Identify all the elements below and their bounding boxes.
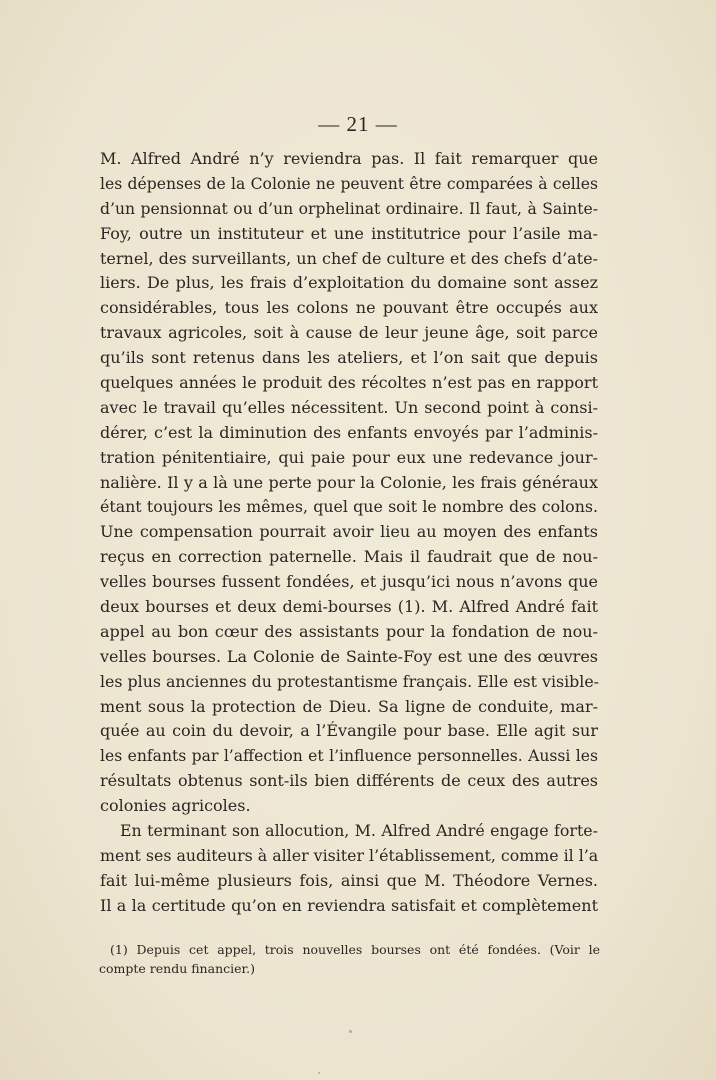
text-line: dérer, c’est la diminution des enfants envoyés par l’adminis- [100, 422, 598, 442]
text-line: quelques années le produit des récoltes n’est pas en rapport [100, 373, 598, 393]
paper-speck [318, 1072, 320, 1074]
text-line: travaux agricoles, soit à cause de leur jeune âge, soit parce [100, 323, 598, 343]
text-line: reçus en correction paternelle. Mais il faudrait que de nou- [100, 547, 598, 567]
paragraph-end-line: colonies agricoles. [100, 796, 251, 816]
paragraph-start-line: En terminant son allocution, M. Alfred André engage forte- [120, 821, 598, 841]
text-line: d’un pensionnat ou d’un orphelinat ordinaire. Il faut, à Sainte- [100, 199, 598, 218]
text-line: liers. De plus, les frais d’exploitation du domaine sont assez [100, 273, 598, 293]
text-line: les plus anciennes du protestantisme français. Elle est visible- [100, 671, 600, 691]
text-line: étant toujours les mêmes, quel que soit le nombre des colons. [100, 497, 598, 517]
text-line: nalière. Il y a là une perte pour la Colonie, les frais généraux [100, 472, 598, 492]
footnote-line: compte rendu financier.) [99, 961, 255, 976]
paper-speck [349, 1030, 352, 1033]
text-line: quée au coin du devoir, a l’Évangile pour base. Elle agit sur [100, 721, 598, 741]
text-line: tration pénitentiaire, qui paie pour eux une redevance jour- [100, 447, 598, 467]
text-line: fait lui-même plusieurs fois, ainsi que M. Théodore Vernes. [100, 870, 598, 890]
text-line: qu’ils sont retenus dans les ateliers, et l’on sait que depuis [100, 348, 598, 368]
text-line: ternel, des surveillants, un chef de culture et des chefs d’ate- [100, 248, 598, 268]
text-line: résultats obtenus sont-ils bien différents de ceux des autres [100, 771, 598, 791]
text-line: appel au bon cœur des assistants pour la fondation de nou- [100, 621, 598, 641]
text-line: velles bourses. La Colonie de Sainte-Foy est une des œuvres [100, 646, 598, 666]
text-line: Foy, outre un instituteur et une institutrice pour l’asile ma- [100, 223, 598, 243]
footnote-line: (1) Depuis cet appel, trois nouvelles bourses ont été fondées. (Voir le [110, 942, 600, 957]
text-line: considérables, tous les colons ne pouvant être occupés aux [100, 298, 598, 318]
text-line: ment ses auditeurs à aller visiter l’établissement, comme il l’a [100, 845, 599, 865]
footnote [99, 940, 600, 978]
text-line: les dépenses de la Colonie ne peuvent être comparées à celles [100, 174, 598, 193]
text-line: velles bourses fussent fondées, et jusqu’ici nous n’avons que [100, 572, 598, 592]
text-line: les enfants par l’affection et l’influence personnelles. Aussi les [100, 747, 598, 766]
text-line: ment sous la protection de Dieu. Sa ligne de conduite, mar- [100, 696, 598, 716]
text-line: avec le travail qu’elles nécessitent. Un second point à consi- [100, 397, 598, 417]
text-line: Une compensation pourrait avoir lieu au moyen des enfants [100, 522, 598, 542]
text-line: Il a la certitude qu’on en reviendra satisfait et complètement [100, 895, 598, 915]
text-line: M. Alfred André n’y reviendra pas. Il fait remarquer que [100, 149, 598, 168]
text-line: deux bourses et deux demi-bourses (1). M. Alfred André fait [100, 597, 598, 617]
page-number: — 21 — [318, 112, 398, 136]
body-text [100, 147, 598, 919]
